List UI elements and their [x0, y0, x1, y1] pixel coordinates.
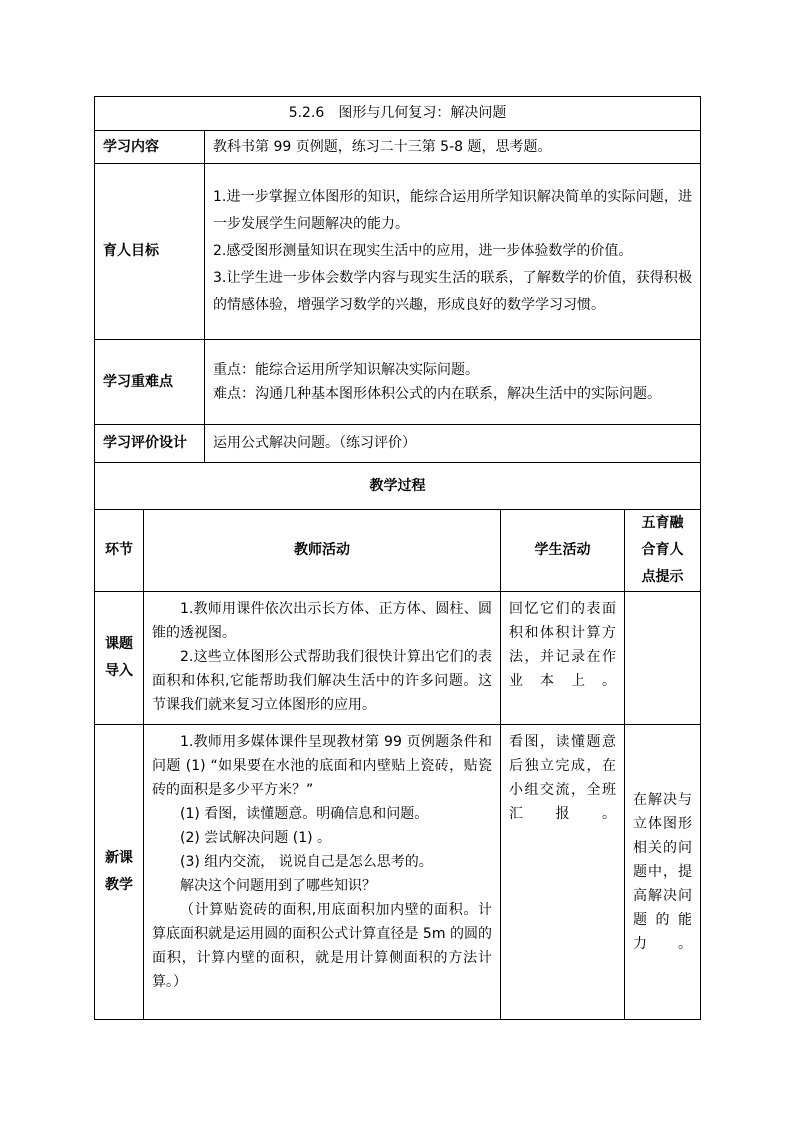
- student-activity-new-lesson: 看图，读懂题意后独立完成，在小组交流，全班汇报。: [501, 725, 625, 1020]
- lesson-plan-sheet: [94, 96, 700, 1020]
- lesson-plan-table: [94, 96, 701, 1020]
- learning-content-text: 教科书第 99 页例题，练习二十三第 5-8 题，思考题。: [205, 131, 701, 164]
- key-point: 重点：能综合运用所学知识解决实际问题。: [213, 362, 479, 378]
- education-goals: [205, 164, 701, 340]
- teacher-step: 1.教师用课件依次出示长方体、正方体、圆柱、圆锥的透视图。: [152, 601, 492, 641]
- header-education-hint: 五育融合育人点提示: [625, 510, 701, 592]
- goal-item: 2.感受图形测量知识在现实生活中的应用，进一步体验数学的价值。: [213, 243, 633, 259]
- lesson-title: 5.2.6 图形与几何复习：解决问题: [95, 97, 701, 131]
- goal-item: 1.进一步掌握立体图形的知识，能综合运用所学知识解决简单的实际问题，进一步发展学生问题解决的能力。: [213, 189, 693, 232]
- teacher-step: 解决这个问题用到了哪些知识？: [180, 878, 376, 894]
- label-education-goals: 育人目标: [95, 164, 205, 340]
- difficult-point: 难点：沟通几种基本图形体积公式的内在联系，解决生活中的实际问题。: [213, 386, 661, 402]
- teacher-step: (3) 组内交流， 说说自己是怎么思考的。: [180, 854, 433, 870]
- student-activity-intro: 回忆它们的表面积和体积计算方法，并记录在作业本上。: [501, 592, 625, 725]
- goal-item: 3.让学生进一步体会数学内容与现实生活的联系，了解数学的价值，获得积极的情感体验，增强学习数学的兴趣，形成良好的数学学习习惯。: [213, 270, 693, 313]
- education-hint-new-lesson: 在解决与立体图形相关的问题中，提高解决问题的能力。: [625, 725, 701, 1020]
- header-teacher-activity: 教师活动: [144, 510, 501, 592]
- label-learning-content: 学习内容: [95, 131, 205, 164]
- stage-new-lesson: 新课教学: [95, 725, 144, 1020]
- header-stage: 环节: [95, 510, 144, 592]
- teacher-step: (1) 看图，读懂题意。明确信息和问题。: [180, 806, 429, 822]
- key-points: [205, 340, 701, 425]
- teaching-process-heading: 教学过程: [95, 463, 701, 510]
- label-key-points: 学习重难点: [95, 340, 205, 425]
- teacher-activity-intro: [144, 592, 501, 725]
- header-student-activity: 学生活动: [501, 510, 625, 592]
- education-hint-intro: [625, 592, 701, 725]
- teacher-step: （计算贴瓷砖的面积,用底面积加内壁的面积。计算底面积就是运用圆的面积公式计算直径是 5m 的圆的面积，计算内壁的面积，就是用计算侧面积的方法计算。）: [152, 902, 492, 990]
- teacher-step: 2.这些立体图形公式帮助我们很快计算出它们的表面积和体积,它能帮助我们解决生活中的许多问题。这节课我们就来复习立体图形的应用。: [152, 649, 492, 713]
- teacher-step: (2) 尝试解决问题 (1) 。: [180, 830, 332, 846]
- teacher-activity-new-lesson: [144, 725, 501, 1020]
- teacher-step: 1.教师用多媒体课件呈现教材第 99 页例题条件和问题 (1) “如果要在水池的底面和内壁贴上瓷砖，贴瓷砖的面积是多少平方米？”: [152, 734, 492, 798]
- stage-intro: 课题导入: [95, 592, 144, 725]
- label-evaluation-design: 学习评价设计: [95, 425, 205, 463]
- evaluation-design-text: 运用公式解决问题。（练习评价）: [205, 425, 701, 463]
